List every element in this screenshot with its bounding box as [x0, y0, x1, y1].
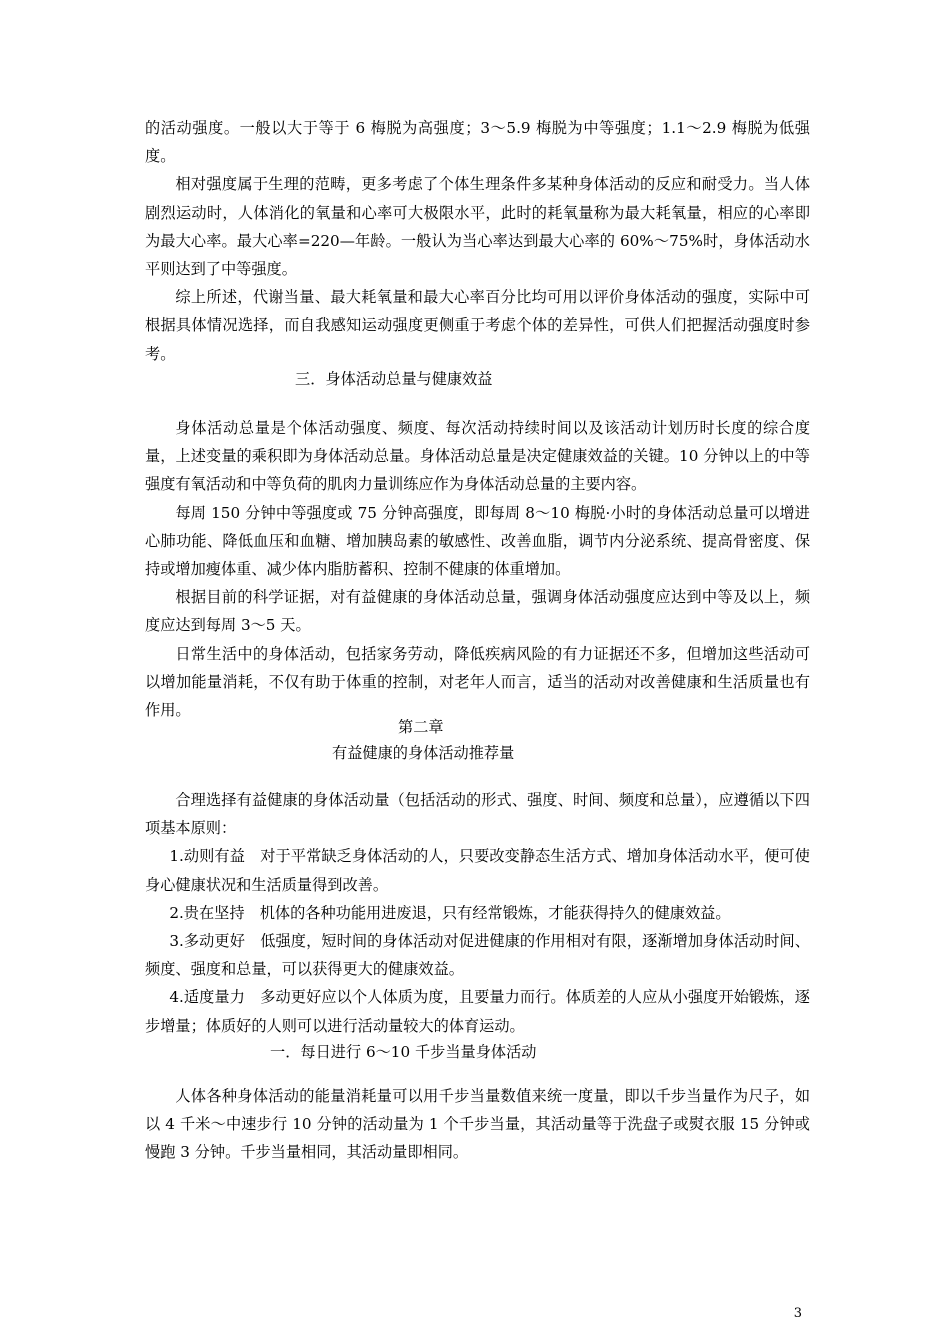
paragraph: 综上所述，代谢当量、最大耗氧量和最大心率百分比均可用以评价身体活动的强度，实际中可根据具体情况选择，而自我感知运动强度更侧重于考虑个体的差异性，可供人们把握活动强度时参考。 — [145, 288, 810, 363]
section-heading-3: 三．身体活动总量与健康效益 — [295, 370, 493, 388]
principle-item: 4.适度量力 多动更好应以个人体质为度，且要量力而行。体质差的人应从小强度开始锻炼，逐步增量；体质好的人则可以进行活动量较大的体育运动。 — [145, 988, 810, 1035]
principle-item: 2.贵在坚持 机体的各种功能用进废退，只有经常锻炼，才能获得持久的健康效益。 — [169, 903, 731, 922]
paragraph: 日常生活中的身体活动，包括家务劳动，降低疾病风险的有力证据还不多，但增加这些活动可以增加能量消耗，不仅有助于体重的控制，对老年人而言，适当的活动对改善健康和生活质量也有作用。 — [145, 644, 810, 720]
paragraph: 身体活动总量是个体活动强度、频度、每次活动持续时间以及该活动计划历时长度的综合度量，上述变量的乘积即为身体活动总量。身体活动总量是决定健康效益的关键。10 分钟以上的中等强度有氧活动和中等负荷的肌肉力量训练应作为身体活动总量的主要内容。 — [145, 419, 810, 494]
paragraph: 相对强度属于生理的范畴，更多考虑了个体生理条件多某种身体活动的反应和耐受力。当人体剧烈运动时，人体消化的氧量和心率可大极限水平，此时的耗氧量称为最大耗氧量，相应的心率即为最大心率。最大心率=220—年龄。一般认为当心率达到最大心率的 60%～75%时，身体活动水平则达到了中等强度。 — [145, 175, 810, 279]
text-block-principles — [145, 786, 810, 1040]
paragraph: 每周 150 分钟中等强度或 75 分钟高强度，即每周 8～10 梅脱·小时的身体活动总量可以增进心肺功能、降低血压和血糖、增加胰岛素的敏感性、改善血脂，调节内分泌系统、提高骨密度、保持或增加瘦体重、减少体内脂肪蓄积、控制不健康的体重增加。 — [145, 503, 810, 579]
paragraph: 合理选择有益健康的身体活动量（包括活动的形式、强度、时间、频度和总量），应遵循以下四项基本原则： — [145, 791, 810, 838]
page-number: 3 — [793, 1306, 802, 1321]
chapter-title: 有益健康的身体活动推荐量 — [332, 744, 515, 762]
paragraph: 人体各种身体活动的能量消耗量可以用千步当量数值来统一度量，即以千步当量作为尺子，如以 4 千米～中速步行 10 分钟的活动量为 1 个千步当量，其活动量等于洗盘子或熨衣服 15 分钟或慢跑 3 分钟。千步当量相同，其活动量即相同。 — [145, 1087, 810, 1162]
principle-item: 3.多动更好 低强度，短时间的身体活动对促进健康的作用相对有限，逐渐增加身体活动时间、频度、强度和总量，可以获得更大的健康效益。 — [145, 932, 810, 979]
principle-item: 1.动则有益 对于平常缺乏身体活动的人，只要改变静态生活方式、增加身体活动水平，便可使身心健康状况和生活质量得到改善。 — [145, 847, 810, 894]
text-block-total-volume — [145, 414, 810, 724]
chapter-label: 第二章 — [398, 718, 444, 736]
paragraph: 的活动强度。一般以大于等于 6 梅脱为高强度；3～5.9 梅脱为中等强度；1.1～2.9 梅脱为低强度。 — [145, 119, 810, 166]
section-heading-1: 一．每日进行 6～10 千步当量身体活动 — [270, 1043, 537, 1061]
text-block-steps — [145, 1082, 810, 1167]
paragraph: 根据目前的科学证据，对有益健康的身体活动总量，强调身体活动强度应达到中等及以上，频度应达到每周 3～5 天。 — [145, 588, 810, 635]
text-block-intensity — [145, 114, 810, 368]
